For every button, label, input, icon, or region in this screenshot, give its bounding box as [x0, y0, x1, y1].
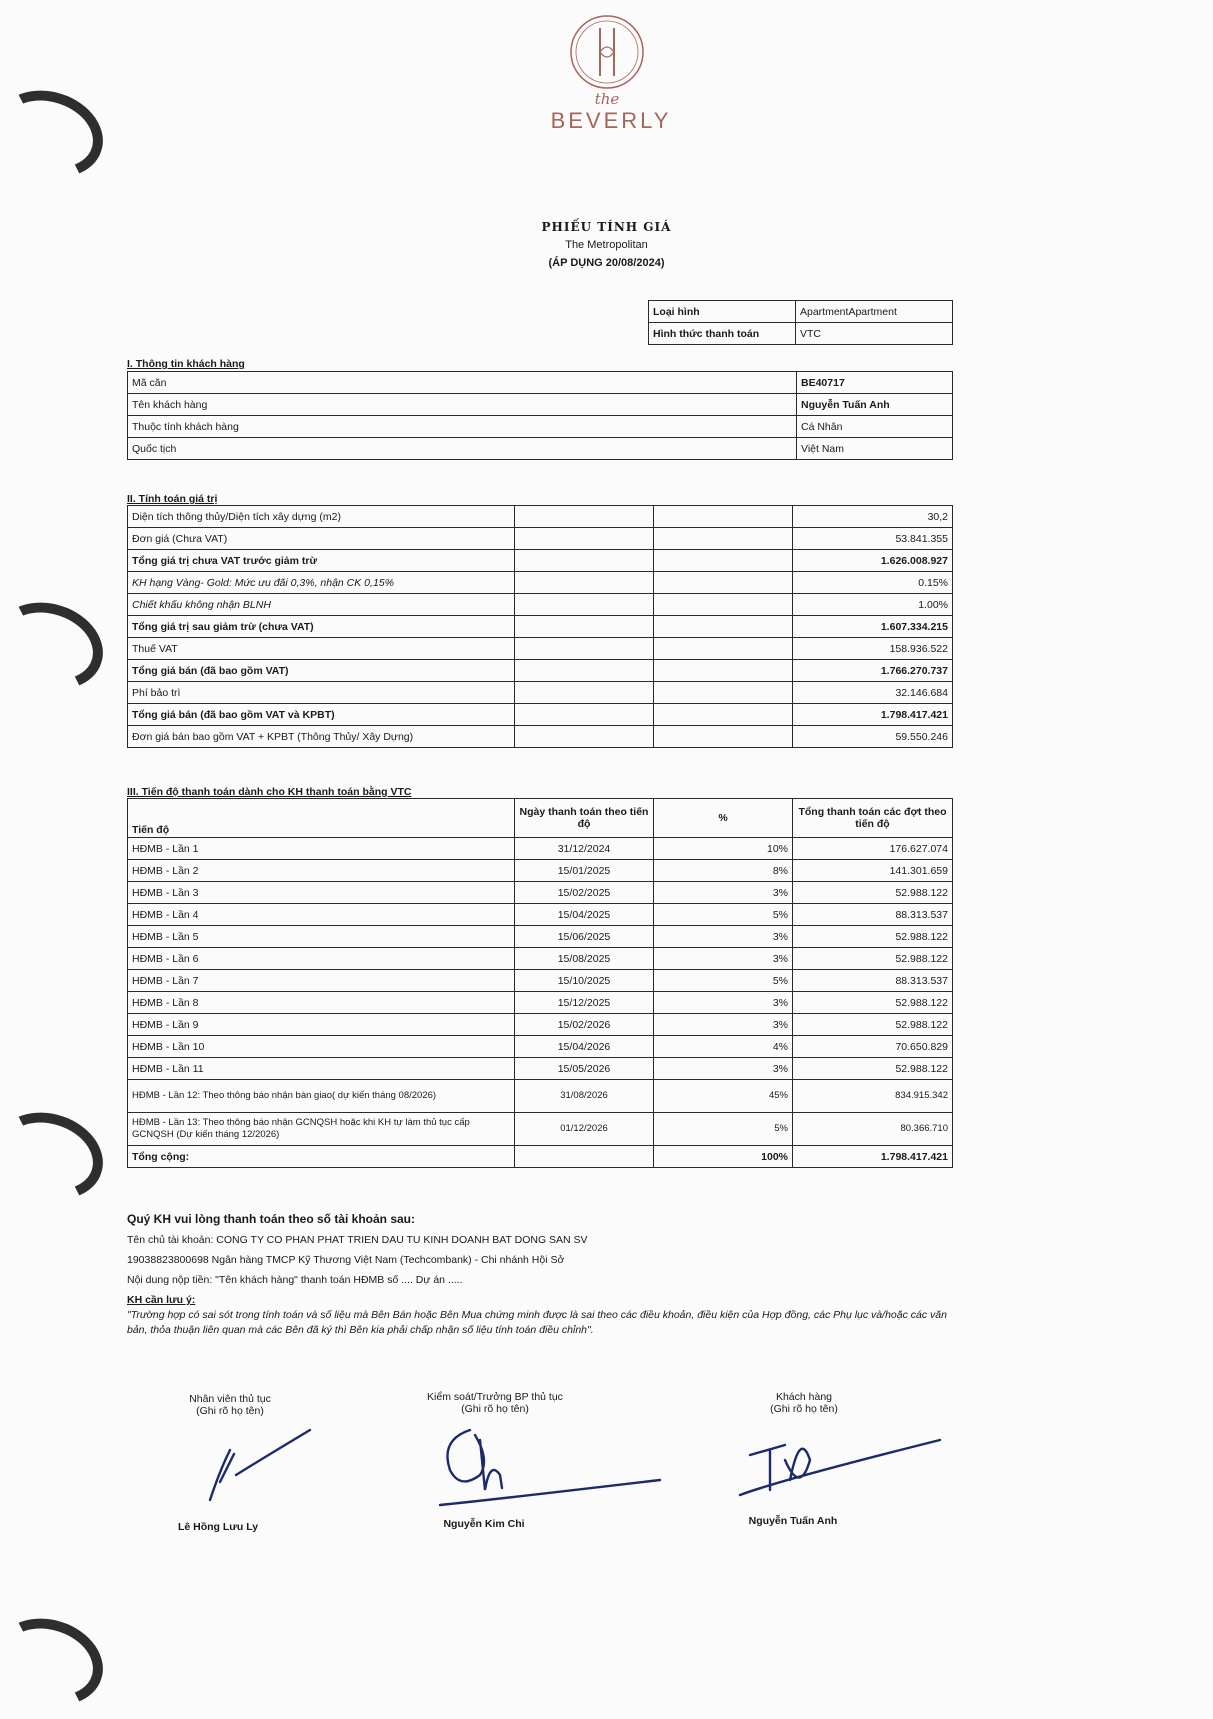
schedule-stage: HĐMB - Lần 13: Theo thông báo nhận GCNQSH hoặc khi KH tự làm thủ tục cấp GCNQSH (Dự kiến tháng 12/2026) — [128, 1113, 515, 1146]
schedule-stage: HĐMB - Lần 4 — [128, 904, 515, 926]
binder-ring — [0, 1605, 114, 1719]
schedule-stage: HĐMB - Lần 11 — [128, 1058, 515, 1080]
pricing-empty — [515, 682, 654, 704]
pricing-row — [128, 594, 953, 616]
pricing-empty — [515, 550, 654, 572]
note-heading: KH cần lưu ý: — [127, 1294, 196, 1306]
customer-name: Nguyễn Tuấn Anh — [797, 394, 953, 416]
schedule-amount: 52.988.122 — [793, 882, 953, 904]
total-percent: 100% — [654, 1146, 793, 1168]
schedule-percent: 3% — [654, 1014, 793, 1036]
pricing-label: Phí bảo trì — [128, 682, 515, 704]
signature-name-supervisor: Nguyễn Kim Chi — [443, 1518, 525, 1530]
schedule-amount: 834.915.342 — [793, 1080, 953, 1113]
pricing-label: Thuế VAT — [128, 638, 515, 660]
customer-label: Mã căn — [128, 372, 797, 394]
pricing-empty — [654, 660, 793, 682]
schedule-stage: HĐMB - Lần 7 — [128, 970, 515, 992]
pricing-empty — [654, 528, 793, 550]
schedule-date: 15/10/2025 — [515, 970, 654, 992]
beverly-logo — [550, 12, 672, 134]
pricing-value: 59.550.246 — [793, 726, 953, 748]
schedule-percent: 5% — [654, 970, 793, 992]
note-text: "Trường hợp có sai sót trong tính toán và số liệu mà Bên Bán hoặc Bên Mua chứng minh được là sai theo các điều khoản, điều kiện của Hợp đồng, các Phụ lục và/hoặc các văn bản, thỏa thuận liên quan mà các Bên đã ký thì Bên kia phải chấp nhận số liệu tính toán điều chỉnh". — [127, 1309, 947, 1336]
schedule-amount: 176.627.074 — [793, 838, 953, 860]
schedule-row — [128, 1036, 953, 1058]
pricing-label: Tổng giá bán (đã bao gồm VAT) — [128, 660, 515, 682]
schedule-row — [128, 948, 953, 970]
pricing-row — [128, 616, 953, 638]
pricing-empty — [515, 616, 654, 638]
schedule-stage: HĐMB - Lần 9 — [128, 1014, 515, 1036]
schedule-amount: 52.988.122 — [793, 1014, 953, 1036]
handwritten-signature — [190, 1420, 330, 1510]
total-empty — [515, 1146, 654, 1168]
pricing-label: Tổng giá trị chưa VAT trước giảm trừ — [128, 550, 515, 572]
schedule-amount: 141.301.659 — [793, 860, 953, 882]
document-title-block — [0, 218, 1213, 272]
document-title: PHIẾU TÍNH GIÁ — [541, 220, 672, 234]
signature-role: Khách hàng — [775, 1391, 833, 1403]
schedule-amount: 52.988.122 — [793, 992, 953, 1014]
pricing-row — [128, 550, 953, 572]
bank-account: 19038823800698 Ngân hàng TMCP Kỹ Thương Việt Nam (Techcombank) - Chi nhánh Hội Sở — [127, 1254, 565, 1266]
schedule-stage: HĐMB - Lần 2 — [128, 860, 515, 882]
payment-method-value: VTC — [796, 323, 953, 345]
customer-table — [127, 371, 953, 460]
project-name: The Metropolitan — [565, 239, 648, 251]
schedule-table — [127, 798, 953, 1168]
schedule-stage: HĐMB - Lần 1 — [128, 838, 515, 860]
schedule-row — [128, 1080, 953, 1113]
col-date: Ngày thanh toán theo tiến độ — [515, 799, 654, 838]
pricing-value: 30,2 — [793, 506, 953, 528]
schedule-percent: 3% — [654, 882, 793, 904]
schedule-percent: 10% — [654, 838, 793, 860]
pricing-empty — [515, 638, 654, 660]
schedule-row — [128, 904, 953, 926]
pricing-label: Diện tích thông thủy/Diện tích xây dựng (m2) — [128, 506, 515, 528]
schedule-row — [128, 926, 953, 948]
pricing-row — [128, 528, 953, 550]
schedule-row — [128, 882, 953, 904]
pricing-label: Tổng giá bán (đã bao gồm VAT và KPBT) — [128, 704, 515, 726]
schedule-stage: HĐMB - Lần 6 — [128, 948, 515, 970]
schedule-percent: 5% — [654, 904, 793, 926]
pricing-row — [128, 660, 953, 682]
schedule-percent: 8% — [654, 860, 793, 882]
schedule-percent: 3% — [654, 992, 793, 1014]
pricing-empty — [654, 572, 793, 594]
schedule-date: 15/04/2025 — [515, 904, 654, 926]
schedule-amount: 88.313.537 — [793, 970, 953, 992]
customer-label: Quốc tịch — [128, 438, 797, 460]
pricing-empty — [654, 616, 793, 638]
signature-name-customer: Nguyễn Tuấn Anh — [748, 1515, 838, 1527]
schedule-date: 31/08/2026 — [515, 1080, 654, 1113]
pricing-row — [128, 704, 953, 726]
signature-name-staff: Lê Hồng Lưu Ly — [177, 1521, 259, 1533]
payment-method-label: Hình thức thanh toán — [649, 323, 796, 345]
pricing-value: 32.146.684 — [793, 682, 953, 704]
customer-label: Tên khách hàng — [128, 394, 797, 416]
schedule-stage: HĐMB - Lần 3 — [128, 882, 515, 904]
pricing-value: 1.00% — [793, 594, 953, 616]
schedule-date: 15/04/2026 — [515, 1036, 654, 1058]
table-row — [128, 438, 953, 460]
pricing-table — [127, 505, 953, 748]
logo-emblem-icon — [567, 12, 647, 92]
schedule-percent: 3% — [654, 948, 793, 970]
table-row — [128, 394, 953, 416]
bank-holder: Tên chủ tài khoản: CONG TY CO PHAN PHAT TRIEN DAU TU KINH DOANH BAT DONG SAN SV — [127, 1234, 588, 1246]
type-row — [649, 301, 953, 323]
pricing-empty — [654, 682, 793, 704]
total-amount: 1.798.417.421 — [793, 1146, 953, 1168]
schedule-stage: HĐMB - Lần 12: Theo thông báo nhận bàn giao( dự kiến tháng 08/2026) — [128, 1080, 515, 1113]
table-row — [128, 416, 953, 438]
schedule-row — [128, 970, 953, 992]
type-value: ApartmentApartment — [796, 301, 953, 323]
schedule-stage: HĐMB - Lần 5 — [128, 926, 515, 948]
table-row — [128, 372, 953, 394]
pricing-empty — [515, 660, 654, 682]
schedule-header-row — [128, 799, 953, 838]
type-table — [648, 300, 953, 345]
customer-label: Thuộc tính khách hàng — [128, 416, 797, 438]
signature-role: Nhân viên thủ tục — [189, 1393, 271, 1405]
schedule-amount: 52.988.122 — [793, 948, 953, 970]
pricing-value: 1.798.417.421 — [793, 704, 953, 726]
pricing-row — [128, 506, 953, 528]
pricing-row — [128, 682, 953, 704]
signature-block-customer — [704, 1391, 904, 1415]
schedule-stage: HĐMB - Lần 8 — [128, 992, 515, 1014]
signature-hint: (Ghi rõ họ tên) — [196, 1405, 264, 1417]
pricing-empty — [515, 506, 654, 528]
binder-ring — [0, 77, 114, 191]
schedule-date: 15/02/2025 — [515, 882, 654, 904]
schedule-amount: 80.366.710 — [793, 1113, 953, 1146]
pricing-row — [128, 638, 953, 660]
logo-brand: BEVERLY — [550, 108, 672, 133]
pricing-value: 1.766.270.737 — [793, 660, 953, 682]
schedule-percent: 4% — [654, 1036, 793, 1058]
schedule-percent: 45% — [654, 1080, 793, 1113]
schedule-row — [128, 1113, 953, 1146]
schedule-row — [128, 992, 953, 1014]
schedule-amount: 88.313.537 — [793, 904, 953, 926]
signature-hint: (Ghi rõ họ tên) — [461, 1403, 529, 1415]
pricing-value: 158.936.522 — [793, 638, 953, 660]
schedule-date: 15/08/2025 — [515, 948, 654, 970]
signature-block-staff — [130, 1393, 330, 1417]
pricing-empty — [654, 704, 793, 726]
schedule-date: 15/02/2026 — [515, 1014, 654, 1036]
customer-section-heading: I. Thông tin khách hàng — [127, 358, 245, 370]
binder-ring — [0, 1099, 114, 1213]
pricing-empty — [515, 594, 654, 616]
pricing-empty — [515, 528, 654, 550]
signature-hint: (Ghi rõ họ tên) — [770, 1403, 838, 1415]
schedule-row — [128, 838, 953, 860]
total-label: Tổng cộng: — [128, 1146, 515, 1168]
type-label: Loại hình — [649, 301, 796, 323]
schedule-row — [128, 860, 953, 882]
schedule-row — [128, 1014, 953, 1036]
schedule-date: 15/06/2025 — [515, 926, 654, 948]
schedule-amount: 52.988.122 — [793, 926, 953, 948]
pricing-label: Đơn giá (Chưa VAT) — [128, 528, 515, 550]
payment-content: Nội dung nộp tiền: "Tên khách hàng" thanh toán HĐMB số .... Dự án ..... — [127, 1274, 463, 1286]
pricing-value: 1.607.334.215 — [793, 616, 953, 638]
applied-date: (ÁP DỤNG 20/08/2024) — [548, 257, 665, 269]
pricing-label: Tổng giá trị sau giảm trừ (chưa VAT) — [128, 616, 515, 638]
pricing-empty — [515, 726, 654, 748]
col-percent: % — [654, 799, 793, 838]
pricing-label: Đơn giá bán bao gồm VAT + KPBT (Thông Thủy/ Xây Dựng) — [128, 726, 515, 748]
pricing-row — [128, 572, 953, 594]
pricing-empty — [515, 572, 654, 594]
logo-script: the — [594, 90, 620, 108]
customer-type: Cá Nhân — [797, 416, 953, 438]
schedule-section-heading: III. Tiến độ thanh toán dành cho KH thanh toán bằng VTC — [127, 786, 412, 798]
customer-nationality: Việt Nam — [797, 438, 953, 460]
schedule-stage: HĐMB - Lần 10 — [128, 1036, 515, 1058]
schedule-date: 15/12/2025 — [515, 992, 654, 1014]
pricing-value: 1.626.008.927 — [793, 550, 953, 572]
pricing-label: Chiết khấu không nhận BLNH — [128, 594, 515, 616]
payment-method-row — [649, 323, 953, 345]
pricing-empty — [654, 726, 793, 748]
unit-code: BE40717 — [797, 372, 953, 394]
pricing-empty — [654, 594, 793, 616]
payment-instructions — [127, 1212, 957, 1346]
schedule-total-row — [128, 1146, 953, 1168]
pricing-empty — [654, 638, 793, 660]
schedule-date: 15/01/2025 — [515, 860, 654, 882]
schedule-amount: 52.988.122 — [793, 1058, 953, 1080]
pricing-row — [128, 726, 953, 748]
schedule-date: 01/12/2026 — [515, 1113, 654, 1146]
schedule-percent: 5% — [654, 1113, 793, 1146]
schedule-row — [128, 1058, 953, 1080]
schedule-amount: 70.650.829 — [793, 1036, 953, 1058]
schedule-date: 31/12/2024 — [515, 838, 654, 860]
binder-ring — [0, 589, 114, 703]
handwritten-signature — [430, 1420, 670, 1515]
schedule-percent: 3% — [654, 1058, 793, 1080]
col-stage: Tiến độ — [128, 799, 515, 838]
signature-block-supervisor — [395, 1391, 595, 1415]
pricing-empty — [654, 550, 793, 572]
handwritten-signature — [730, 1420, 950, 1510]
pricing-value: 53.841.355 — [793, 528, 953, 550]
signature-role: Kiểm soát/Trưởng BP thủ tục — [427, 1391, 563, 1403]
pricing-label: KH hạng Vàng- Gold: Mức ưu đãi 0,3%, nhận CK 0,15% — [128, 572, 515, 594]
pricing-empty — [515, 704, 654, 726]
bank-heading: Quý KH vui lòng thanh toán theo số tài khoản sau: — [127, 1212, 416, 1226]
schedule-percent: 3% — [654, 926, 793, 948]
pricing-section-heading: II. Tính toán giá trị — [127, 493, 218, 505]
col-total: Tổng thanh toán các đợt theo tiến độ — [793, 799, 953, 838]
pricing-empty — [654, 506, 793, 528]
pricing-value: 0.15% — [793, 572, 953, 594]
schedule-date: 15/05/2026 — [515, 1058, 654, 1080]
